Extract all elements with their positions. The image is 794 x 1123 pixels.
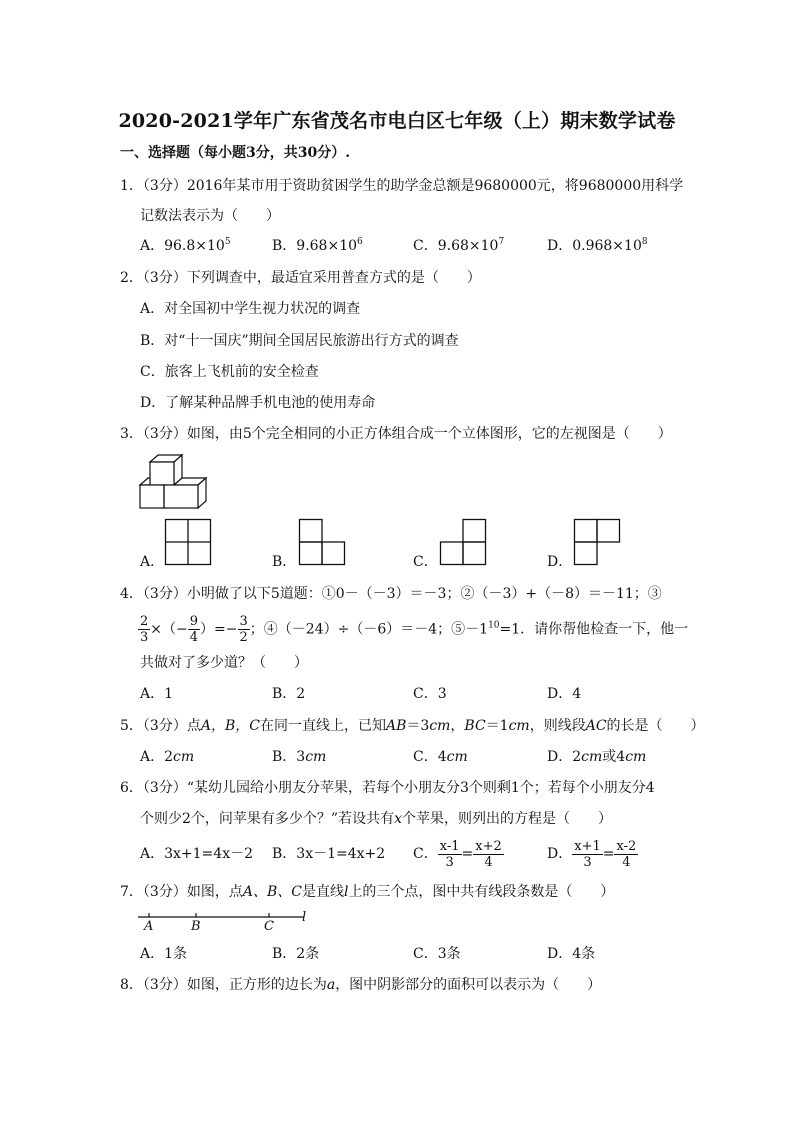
q6-d-fraction-right: $\frac{x-2}{4}$ [616,838,637,870]
q7-point-b: B [191,919,201,934]
q1-stem-line1: 1．（3分）2016年某市用于资助贫困学生的助学金总额是9680000元，将9680000用科学 [120,178,684,194]
q2-option-b: B．对“十一国庆”期间全国居民旅游出行方式的调查 [140,333,459,349]
q4-stem-line1: 4．（3分）小明做了以下5道题：①0－（－3）＝－3；②（－3）+（－8）＝－11；③ [120,586,662,602]
q8-stem: 8．（3分）如图，正方形的边长为a，图中阴影部分的面积可以表示为（ ） [120,977,602,993]
exam-title: 2020-2021学年广东省茂名市电白区七年级（上）期末数学试卷 [118,110,676,132]
q1-stem-line2: 记数法表示为（ ） [140,208,280,224]
q7-point-c: C [264,919,274,934]
q4-option-b: B．2 [272,686,306,702]
q3-option-c-figure [440,519,486,565]
q5-option-b: B．3cm [272,749,327,765]
q7-option-c: C．3条 [413,946,461,962]
q6-stem-line1: 6．（3分）“某幼儿园给小朋友分苹果，若每个小朋友分3个则剩1个；若每个小朋友分4 [120,780,655,796]
q1-option-a: A．$96.8\times 10^5$ [140,237,231,254]
q4-fraction-2-3: $\frac{2}{3}$ [140,614,149,645]
q6-d-fraction-left: $\frac{x+1}{3}$ [574,838,601,870]
q4-option-c: C．3 [413,686,447,702]
q1-option-c: C．$9.68\times 10^7$ [413,237,505,254]
q3-option-a-label: A． [140,554,165,570]
section-heading: 一、选择题（每小题3分，共30分）. [120,145,351,161]
q6-option-d: D． $\frac{x+1}{3}$ = $\frac{x-2}{4}$ [547,838,637,870]
q5-option-c: C．4cm [413,749,468,765]
q4-fraction-3-2: $\frac{3}{2}$ [239,614,248,645]
q6-c-fraction-right: $\frac{x+2}{4}$ [475,838,502,870]
q2-option-c: C．旅客上飞机前的安全检查 [140,364,319,380]
q5-stem: 5．（3分）点A，B，C在同一直线上，已知AB＝3cm，BC＝1cm，则线段AC的长是（ ） [120,718,705,734]
q5-option-d: D．2cm或4cm [547,749,647,765]
q4-option-a: A．1 [140,686,174,702]
q3-option-a-figure [165,519,211,565]
q4-option-d: D．4 [547,686,582,702]
q3-option-b-label: B． [272,554,297,570]
q1-option-b: B．$9.68\times 10^6$ [272,237,363,254]
q6-option-b: B．3x－1=4x+2 [272,846,386,862]
q7-point-a: A [144,919,154,934]
q6-stem-line2: 个则少2个，问苹果有多少个？”若设共有x个苹果，则列出的方程是（ ） [140,811,612,827]
q6-c-fraction-left: $\frac{x-1}{3}$ [439,838,460,870]
q3-option-d-figure [574,519,620,565]
q4-stem-line2: $\frac{2}{3}$ ×（− $\frac{9}{4}$ ）=− $\frac{3}{2}$ ；④（－24）÷（－6）＝－4；$⑤-1^{10}=1$．请你帮他检查一下，他一 [140,614,689,645]
q2-option-a: A．对全国初中学生视力状况的调查 [140,301,361,317]
q7-line-figure [138,910,318,934]
q3-option-b-figure [299,519,345,565]
q7-line-label: l [302,910,307,925]
q2-stem: 2．（3分）下列调查中，最适宜采用普查方式的是（ ） [120,270,481,286]
q3-cube-figure [138,454,210,512]
q2-option-d: D．了解某种品牌手机电池的使用寿命 [140,395,376,411]
q6-option-c: C． $\frac{x-1}{3}$ = $\frac{x+2}{4}$ [413,838,502,870]
q3-option-c-label: C． [413,554,438,570]
q5-option-a: A．2cm [140,749,195,765]
q7-option-d: D．4条 [547,946,596,962]
q4-fraction-9-4: $\frac{9}{4}$ [189,614,199,645]
q3-option-d-label: D． [547,554,573,570]
q1-option-d: D．$0.968\times 10^8$ [547,237,648,254]
q4-stem-line3: 共做对了多少道？（ ） [140,655,308,671]
q7-option-a: A．1条 [140,946,188,962]
q3-stem: 3．（3分）如图，由5个完全相同的小正方体组合成一个立体图形，它的左视图是（ ） [120,426,672,442]
q7-option-b: B．2条 [272,946,320,962]
q7-stem: 7．（3分）如图，点A、B、C是直线l上的三个点，图中共有线段条数是（ ） [120,884,615,900]
q6-option-a: A．3x+1=4x－2 [140,846,253,862]
